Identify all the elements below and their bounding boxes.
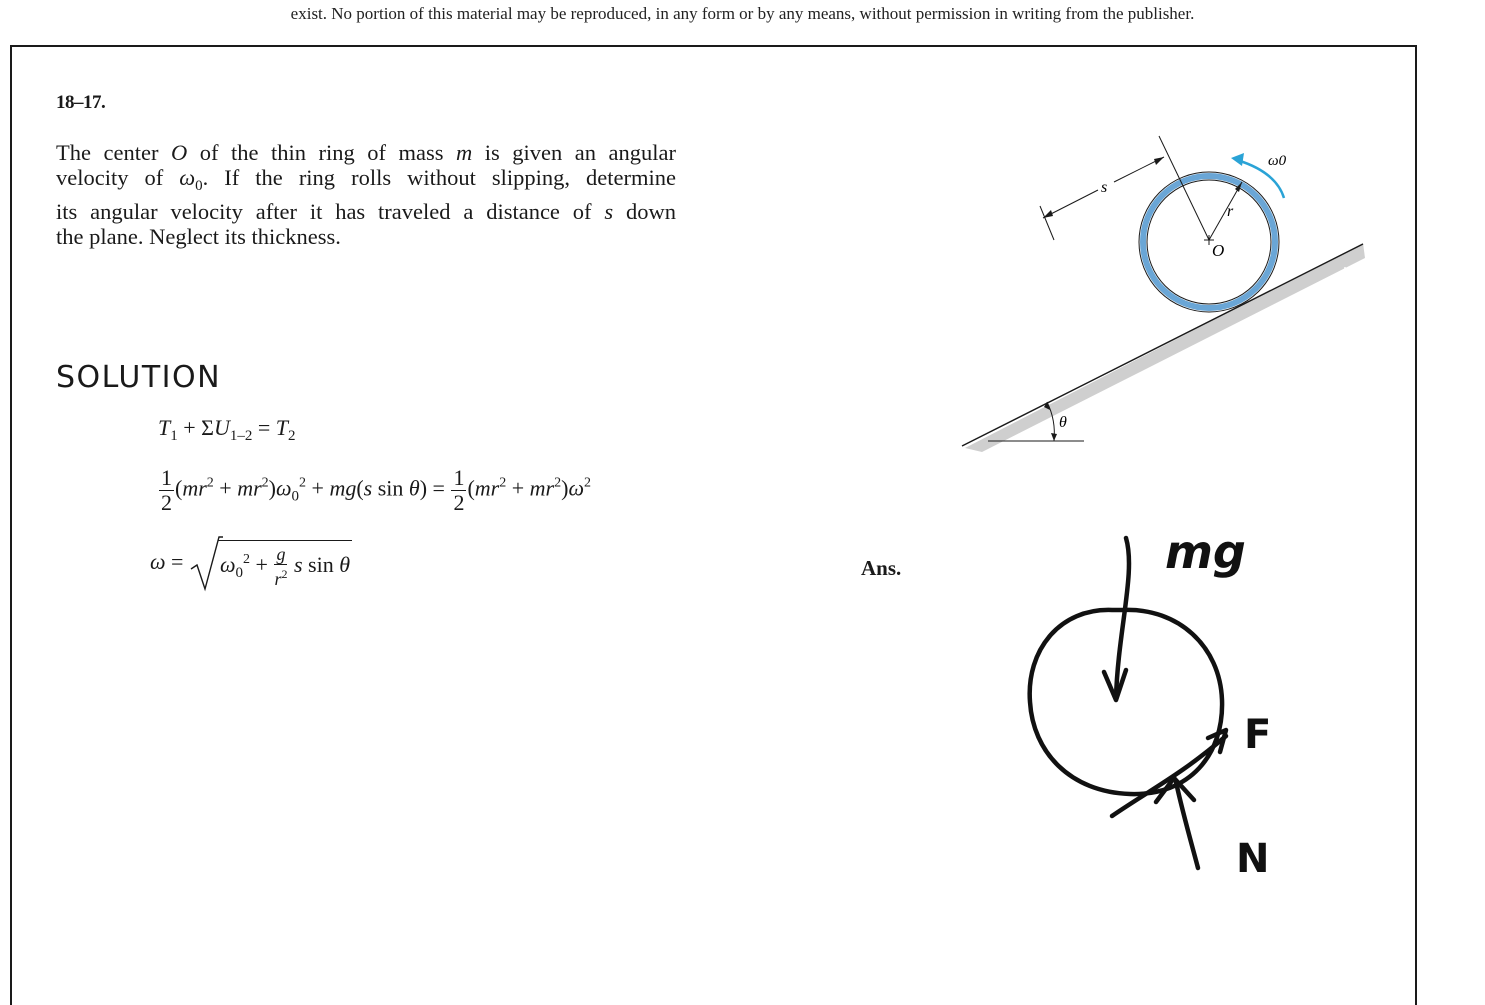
- problem-line-1: The center O of the thin ring of mass m is given an angular: [56, 140, 677, 165]
- fbd-friction-arrow: [1112, 736, 1226, 816]
- fbd-body-circle: [1030, 610, 1222, 794]
- omega-arrowhead: [1231, 153, 1244, 166]
- omega0-label-text: ω0: [1268, 153, 1287, 169]
- sqrt-sign: [189, 535, 223, 593]
- extension-line-start: [1040, 206, 1054, 240]
- dimension-arrow-right: [1154, 157, 1164, 165]
- radius-label: r: [1227, 203, 1234, 220]
- copyright-notice: exist. No portion of this material may be reproduced, in any form or by any means, without permission in writing from the publisher.: [290, 4, 1195, 23]
- ring-incline-figure: [950, 130, 1390, 470]
- problem-line-3: its angular velocity after it has traveled a distance of s down: [56, 199, 676, 224]
- dimension-arrow-left: [1043, 210, 1053, 218]
- fbd-n-label: N: [1236, 836, 1270, 882]
- fbd-mg-label: mg: [1165, 525, 1246, 579]
- free-body-diagram: [1000, 520, 1340, 900]
- equation-energy-balance: $\frac{1}{2}$ $(mr^2 + mr^2)\omega_0^2 + mg(s$ sin θ) = $\frac{1}{2}$ $(mr^2 + mr^2)\omega^2$: [161, 465, 591, 515]
- fbd-f-label: F: [1244, 712, 1272, 758]
- problem-line-2: velocity of $\omega_0$. If the ring rolls without slipping, determine: [56, 165, 676, 194]
- solution-heading: SOLUTION: [56, 360, 222, 395]
- equation-work-energy: $T_1 + \Sigma U_{1-2} = T_2$: [158, 415, 296, 444]
- problem-statement: [56, 140, 676, 249]
- omega0-label: [1268, 153, 1287, 169]
- answer-label: Ans.: [861, 556, 902, 580]
- radius-line: [1209, 182, 1242, 240]
- theta-label: θ: [1059, 414, 1067, 431]
- problem-number: 18–17.: [56, 92, 106, 113]
- incline-surface: [962, 244, 1363, 446]
- theta-arrow-bottom: [1051, 433, 1057, 441]
- distance-label: s: [1101, 179, 1108, 196]
- incline-shading: [965, 243, 1365, 452]
- problem-line-4: the plane. Neglect its thickness.: [56, 224, 341, 249]
- equation-answer: $\omega = \omega_0^2$ + $\frac{g}{r^2}$ s sin θ: [150, 535, 352, 593]
- center-label: O: [1212, 241, 1225, 260]
